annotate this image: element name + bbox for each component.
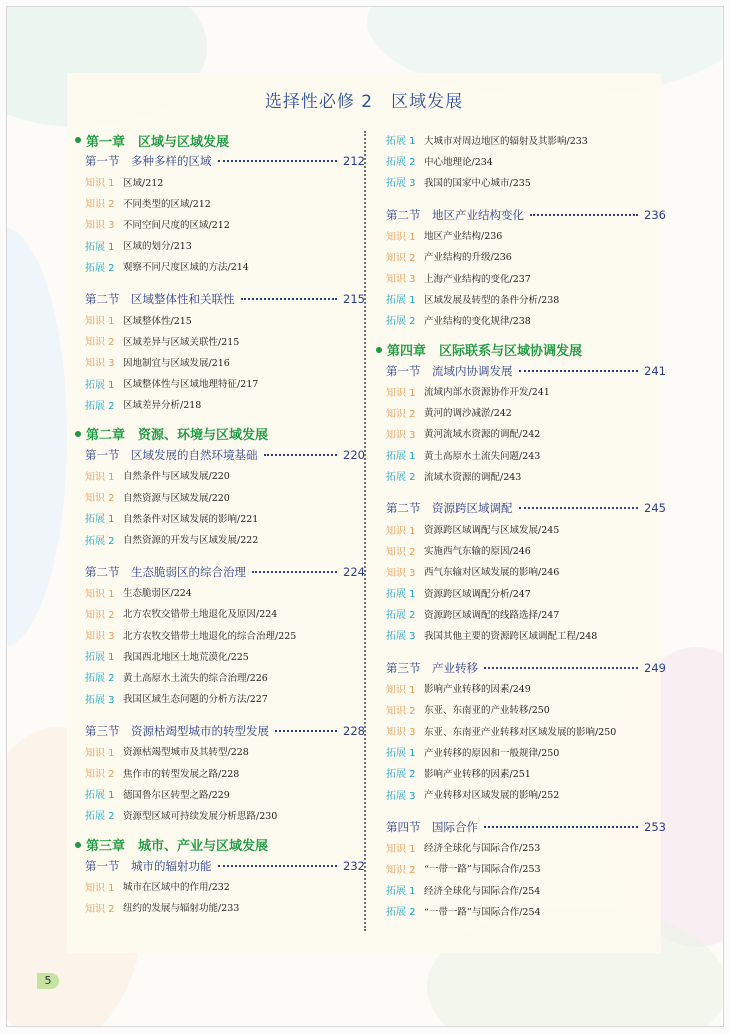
chapter-title: 第一章 区域与区域发展 xyxy=(86,134,230,150)
knowledge-tag: 知识 1 xyxy=(386,231,416,243)
toc-left-column xyxy=(85,129,365,918)
section-entry[interactable] xyxy=(386,205,666,225)
toc-item[interactable] xyxy=(386,678,666,699)
toc-item[interactable] xyxy=(85,645,365,666)
item-text: 黄河流域水资源的调配/242 xyxy=(424,429,541,441)
dot-leader xyxy=(218,865,338,867)
section-page-number: 232 xyxy=(343,858,365,873)
toc-item[interactable] xyxy=(386,540,666,561)
toc-item[interactable] xyxy=(85,688,365,709)
extension-tag: 拓展 3 xyxy=(386,178,416,190)
item-text: 区域整体性与区域地理特征/217 xyxy=(123,379,259,391)
item-text: 纽约的发展与辐射功能/233 xyxy=(123,903,240,915)
item-text: 东亚、东南亚产业转移对区域发展的影响/250 xyxy=(424,726,617,738)
extension-tag: 拓展 2 xyxy=(386,907,416,919)
toc-item[interactable] xyxy=(85,351,365,372)
section-title: 第一节 多种多样的区域 xyxy=(85,154,212,168)
item-text: 经济全球化与国际合作/254 xyxy=(424,885,541,897)
knowledge-tag: 知识 3 xyxy=(386,274,416,286)
toc-item[interactable] xyxy=(85,666,365,687)
toc-item[interactable] xyxy=(85,213,365,234)
chapter-heading xyxy=(386,339,666,361)
item-text: 黄河的调沙减淤/242 xyxy=(424,408,512,420)
chapter-heading xyxy=(85,423,365,445)
knowledge-tag: 知识 1 xyxy=(386,525,416,537)
item-text: 资源跨区域调配与区域发展/245 xyxy=(424,525,560,537)
knowledge-tag: 知识 3 xyxy=(386,727,416,739)
toc-item[interactable] xyxy=(386,309,666,330)
extension-tag: 拓展 3 xyxy=(85,694,115,706)
extension-tag: 拓展 3 xyxy=(386,790,416,802)
knowledge-tag: 知识 2 xyxy=(386,408,416,420)
toc-item[interactable] xyxy=(85,804,365,825)
item-text: 区域/212 xyxy=(123,177,164,189)
knowledge-tag: 知识 2 xyxy=(85,493,115,505)
item-text: 资源枯竭型城市及其转型/228 xyxy=(123,747,249,759)
toc-item[interactable] xyxy=(85,783,365,804)
toc-item[interactable] xyxy=(85,256,365,277)
item-text: “一带一路”与国际合作/253 xyxy=(424,864,541,876)
item-text: 我国西北地区土地荒漠化/225 xyxy=(123,651,249,663)
dot-leader xyxy=(264,454,338,456)
extension-tag: 拓展 2 xyxy=(85,262,115,274)
section-title: 第三节 产业转移 xyxy=(386,660,478,675)
dot-leader xyxy=(218,160,338,162)
item-text: 西气东输对区域发展的影响/246 xyxy=(424,567,560,579)
item-text: 我国的国家中心城市/235 xyxy=(424,177,531,189)
knowledge-tag: 知识 1 xyxy=(85,316,115,328)
column-divider xyxy=(364,131,366,931)
item-text: 上海产业结构的变化/237 xyxy=(424,273,531,285)
item-text: 自然条件与区域发展/220 xyxy=(123,471,230,483)
item-text: 观察不同尺度区域的方法/214 xyxy=(123,262,249,274)
item-text: 生态脆弱区/224 xyxy=(123,588,192,600)
item-text: 区域差异与区域关联性/215 xyxy=(123,336,240,348)
item-text: 流域内部水资源协作开发/241 xyxy=(424,387,550,399)
section-title: 第二节 资源跨区域调配 xyxy=(386,501,513,516)
extension-tag: 拓展 1 xyxy=(85,241,115,253)
item-text: 因地制宜与区域发展/216 xyxy=(123,357,230,369)
item-text: 城市在区域中的作用/232 xyxy=(123,882,230,894)
knowledge-tag: 知识 2 xyxy=(386,864,416,876)
section-page-number: 215 xyxy=(343,291,365,306)
section-title: 第一节 城市的辐射功能 xyxy=(85,858,212,873)
item-text: 影响产业转移的因素/249 xyxy=(424,684,531,696)
item-text: 德国鲁尔区转型之路/229 xyxy=(123,789,230,801)
extension-tag: 拓展 2 xyxy=(85,400,115,412)
toc-item[interactable] xyxy=(85,897,365,918)
section-title: 第二节 生态脆弱区的综合治理 xyxy=(85,564,246,579)
section-title: 第三节 资源枯竭型城市的转型发展 xyxy=(85,723,269,738)
knowledge-tag: 知识 1 xyxy=(85,471,115,483)
toc-item[interactable] xyxy=(386,381,666,402)
item-text: 中心地理论/234 xyxy=(424,156,493,168)
chapter-title: 第二章 资源、环境与区域发展 xyxy=(86,428,269,444)
extension-tag: 拓展 1 xyxy=(386,748,416,760)
toc-item[interactable] xyxy=(85,507,365,528)
section-entry[interactable] xyxy=(85,562,365,582)
item-text: 黄土高原水土流失的综合治理/226 xyxy=(123,672,268,684)
item-text: 产业结构的升级/236 xyxy=(424,252,512,264)
item-text: 不同类型的区域/212 xyxy=(123,198,211,210)
section-title: 第一节 区域发展的自然环境基础 xyxy=(85,447,258,462)
extension-tag: 拓展 1 xyxy=(386,136,416,148)
toc-item[interactable] xyxy=(85,582,365,603)
section-page-number: 212 xyxy=(343,154,365,168)
extension-tag: 拓展 2 xyxy=(85,673,115,685)
section-entry[interactable] xyxy=(386,361,666,381)
toc-item[interactable] xyxy=(386,171,666,192)
toc-item[interactable] xyxy=(386,603,666,624)
toc-item[interactable] xyxy=(386,444,666,465)
bullet-dot-icon xyxy=(75,431,81,437)
knowledge-tag: 知识 2 xyxy=(85,903,115,915)
knowledge-tag: 知识 2 xyxy=(386,252,416,264)
toc-item[interactable] xyxy=(386,288,666,309)
knowledge-tag: 知识 2 xyxy=(85,769,115,781)
chapter-title: 第四章 区际联系与区域协调发展 xyxy=(387,344,583,359)
knowledge-tag: 知识 2 xyxy=(85,337,115,349)
item-text: 区域的划分/213 xyxy=(123,241,192,253)
toc-item[interactable] xyxy=(386,900,666,921)
section-entry[interactable] xyxy=(85,721,365,741)
knowledge-tag: 知识 1 xyxy=(386,684,416,696)
item-text: 资源跨区域调配的线路选择/247 xyxy=(424,609,560,621)
knowledge-tag: 知识 2 xyxy=(386,705,416,717)
extension-tag: 拓展 1 xyxy=(386,886,416,898)
item-text: 资源跨区域调配分析/247 xyxy=(424,588,531,600)
section-page-number: 220 xyxy=(343,447,365,462)
toc-item[interactable] xyxy=(386,699,666,720)
item-text: 产业结构的变化规律/238 xyxy=(424,315,531,327)
item-text: 产业转移对区域发展的影响/252 xyxy=(424,790,560,802)
section-page-number: 253 xyxy=(644,819,666,834)
section-entry[interactable] xyxy=(85,856,365,876)
section-title: 第二节 地区产业结构变化 xyxy=(386,207,524,222)
knowledge-tag: 知识 3 xyxy=(386,567,416,579)
extension-tag: 拓展 1 xyxy=(386,295,416,307)
item-text: 区域发展及转型的条件分析/238 xyxy=(424,294,560,306)
page-number: 5 xyxy=(37,973,59,989)
toc-item[interactable] xyxy=(85,465,365,486)
item-text: 产业转移的原因和一般规律/250 xyxy=(424,747,560,759)
toc-item[interactable] xyxy=(386,837,666,858)
item-text: 我国其他主要的资源跨区域调配工程/248 xyxy=(424,630,598,642)
item-text: 实施西气东输的原因/246 xyxy=(424,546,531,558)
toc-item[interactable] xyxy=(386,762,666,783)
extension-tag: 拓展 1 xyxy=(85,652,115,664)
knowledge-tag: 知识 1 xyxy=(85,588,115,600)
section-entry[interactable] xyxy=(386,658,666,678)
extension-tag: 拓展 2 xyxy=(386,610,416,622)
toc-item[interactable] xyxy=(386,150,666,171)
section-page-number: 241 xyxy=(644,363,666,378)
toc-item[interactable] xyxy=(85,235,365,256)
section-title: 第四节 国际合作 xyxy=(386,819,478,834)
toc-item[interactable] xyxy=(85,192,365,213)
dot-leader xyxy=(275,730,337,732)
section-entry[interactable] xyxy=(85,151,365,171)
item-text: 北方农牧交错带土地退化的综合治理/225 xyxy=(123,630,297,642)
toc-item[interactable] xyxy=(85,603,365,624)
item-text: 自然条件对区域发展的影响/221 xyxy=(123,513,259,525)
extension-tag: 拓展 2 xyxy=(386,472,416,484)
knowledge-tag: 知识 3 xyxy=(386,429,416,441)
section-page-number: 236 xyxy=(644,207,666,222)
chapter-title: 第三章 城市、产业与区域发展 xyxy=(86,839,269,854)
extension-tag: 拓展 2 xyxy=(85,535,115,547)
toc-item[interactable] xyxy=(386,225,666,246)
item-text: 黄土高原水土流失问题/243 xyxy=(424,450,541,462)
toc-item[interactable] xyxy=(386,741,666,762)
toc-panel xyxy=(67,73,666,953)
knowledge-tag: 知识 2 xyxy=(85,609,115,621)
toc-item[interactable] xyxy=(85,762,365,783)
knowledge-tag: 知识 1 xyxy=(386,387,416,399)
section-title: 第一节 流域内协调发展 xyxy=(386,363,513,378)
toc-item[interactable] xyxy=(386,246,666,267)
page-title: 选择性必修 2 区域发展 xyxy=(264,92,464,112)
section-page-number: 228 xyxy=(343,723,365,738)
item-text: 自然资源的开发与区域发展/222 xyxy=(123,535,259,547)
section-page-number: 245 xyxy=(644,501,666,516)
item-text: 东亚、东南亚的产业转移/250 xyxy=(424,705,550,717)
dot-leader xyxy=(484,667,638,669)
section-entry[interactable] xyxy=(386,817,666,837)
knowledge-tag: 知识 2 xyxy=(386,546,416,558)
item-text: “一带一路”与国际合作/254 xyxy=(424,906,541,918)
extension-tag: 拓展 2 xyxy=(386,157,416,169)
toc-item[interactable] xyxy=(386,267,666,288)
bullet-dot-icon xyxy=(75,842,81,848)
toc-item[interactable] xyxy=(386,402,666,423)
toc-item[interactable] xyxy=(85,373,365,394)
extension-tag: 拓展 1 xyxy=(85,790,115,802)
item-text: 地区产业结构/236 xyxy=(424,231,503,243)
toc-right-column xyxy=(386,129,666,921)
section-page-number: 224 xyxy=(343,564,365,579)
toc-item[interactable] xyxy=(85,528,365,549)
section-entry[interactable] xyxy=(386,498,666,518)
item-text: 自然资源与区域发展/220 xyxy=(123,492,230,504)
section-entry[interactable] xyxy=(85,289,365,309)
toc-item[interactable] xyxy=(386,465,666,486)
section-page-number: 249 xyxy=(644,660,666,675)
toc-item[interactable] xyxy=(386,784,666,805)
toc-item[interactable] xyxy=(85,394,365,415)
toc-item[interactable] xyxy=(85,624,365,645)
knowledge-tag: 知识 3 xyxy=(85,631,115,643)
knowledge-tag: 知识 2 xyxy=(85,199,115,211)
extension-tag: 拓展 3 xyxy=(386,631,416,643)
chapter-heading xyxy=(85,834,365,856)
extension-tag: 拓展 1 xyxy=(386,589,416,601)
item-text: 我国区域生态问题的分析方法/227 xyxy=(123,694,268,706)
section-entry[interactable] xyxy=(85,445,365,465)
item-text: 经济全球化与国际合作/253 xyxy=(424,843,541,855)
chapter-heading xyxy=(85,129,365,151)
item-text: 不同空间尺度的区域/212 xyxy=(123,219,230,231)
toc-item[interactable] xyxy=(386,624,666,645)
dot-leader xyxy=(519,370,639,372)
toc-item[interactable] xyxy=(85,486,365,507)
item-text: 大城市对周边地区的辐射及其影响/233 xyxy=(424,135,588,147)
knowledge-tag: 知识 3 xyxy=(85,220,115,232)
toc-item[interactable] xyxy=(85,309,365,330)
extension-tag: 拓展 1 xyxy=(85,514,115,526)
knowledge-tag: 知识 1 xyxy=(85,882,115,894)
item-text: 区域差异分析/218 xyxy=(123,400,202,412)
extension-tag: 拓展 1 xyxy=(386,451,416,463)
dot-leader xyxy=(484,826,638,828)
item-text: 资源型区域可持续发展分析思路/230 xyxy=(123,810,278,822)
section-title: 第二节 区域整体性和关联性 xyxy=(85,291,235,306)
dot-leader xyxy=(252,571,337,573)
toc-item[interactable] xyxy=(386,423,666,444)
toc-item[interactable] xyxy=(85,330,365,351)
knowledge-tag: 知识 3 xyxy=(85,358,115,370)
item-text: 北方农牧交错带土地退化及原因/224 xyxy=(123,609,278,621)
toc-item[interactable] xyxy=(85,876,365,897)
item-text: 影响产业转移的因素/251 xyxy=(424,768,531,780)
item-text: 区域整体性/215 xyxy=(123,315,192,327)
dot-leader xyxy=(530,214,638,216)
decorative-blob xyxy=(6,227,67,647)
knowledge-tag: 知识 1 xyxy=(386,843,416,855)
extension-tag: 拓展 1 xyxy=(85,379,115,391)
extension-tag: 拓展 2 xyxy=(85,811,115,823)
item-text: 焦作市的转型发展之路/228 xyxy=(123,768,240,780)
toc-item[interactable] xyxy=(386,582,666,603)
knowledge-tag: 知识 1 xyxy=(85,747,115,759)
toc-item[interactable] xyxy=(85,171,365,192)
bullet-dot-icon xyxy=(75,137,81,143)
toc-item[interactable] xyxy=(386,858,666,879)
toc-item[interactable] xyxy=(85,741,365,762)
toc-item[interactable] xyxy=(386,720,666,741)
bullet-dot-icon xyxy=(376,347,382,353)
extension-tag: 拓展 2 xyxy=(386,769,416,781)
toc-item[interactable] xyxy=(386,879,666,900)
toc-item[interactable] xyxy=(386,129,666,150)
knowledge-tag: 知识 1 xyxy=(85,178,115,190)
dot-leader xyxy=(519,507,639,509)
extension-tag: 拓展 2 xyxy=(386,316,416,328)
dot-leader xyxy=(241,298,338,300)
toc-item[interactable] xyxy=(386,561,666,582)
item-text: 流域水资源的调配/243 xyxy=(424,471,522,483)
page-frame xyxy=(6,6,724,1027)
toc-item[interactable] xyxy=(386,518,666,539)
